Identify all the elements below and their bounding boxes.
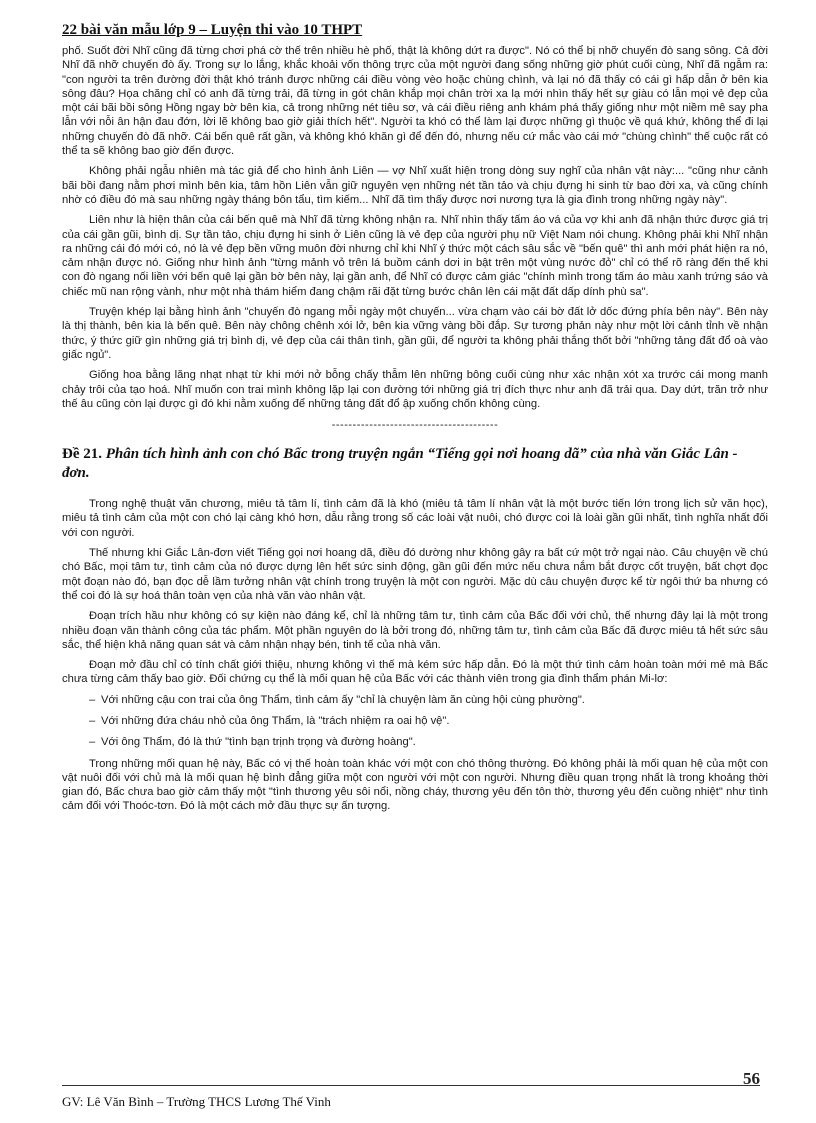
list-item-text: Với ông Thẩm, đó là thứ "tình bạn trịnh trọng và đường hoàng". [101,736,416,749]
dash-bullet-icon: – [89,736,96,749]
paragraph: Liên như là hiện thân của cái bến quê mà Nhĩ đã từng không nhận ra. Nhĩ nhìn thấy tấm áo vá của vợ khi anh đã nhận thức được giá trị của cái gần gũi, bình dị. Sự tần tảo, chịu đựng hi sinh ở Liên cũng là vẻ đẹp của người phụ nữ Việt Nam nói chung. Không phải khi Nhĩ nhận ra những cái đó mới có, nó là vẻ đẹp bền vững muôn đời nhưng chỉ khi Nhĩ ý thức một cách sâu sắc về "bến quê" thì anh mới phát hiện ra nó, cảm nhận được nó. Giống như hình ảnh "từng mảnh vỏ trên lá buồm cánh dơi in bật trên một vùng nước đỏ" chỉ có thể rõ ràng đến thế khi con đò ngang nối liền với bến quê lại gần bờ bên này, lại gần anh, để Nhĩ có được cảm giác "chính mình trong tấm áo màu xanh trứng sáo và chiếc mũ nan rộng vành, như một nhà thám hiểm đang chậm rãi đặt từng bước chân lên cái mặt đất dấp dính phù sa". [62,214,768,298]
question-text: Phân tích hình ảnh con chó Bấc trong truyện ngắn “Tiếng gọi nơi hoang dã” của nhà văn Giắc Lân - đơn. [62,446,738,482]
list-item [89,714,768,728]
list-item [89,693,768,707]
dash-bullet-icon: – [89,714,96,727]
list-item [89,735,768,749]
list-item-text: Với những cậu con trai của ông Thẩm, tình cảm ấy "chỉ là chuyện làm ăn cùng hội cùng phường". [101,693,585,706]
paragraph: Truyện khép lại bằng hình ảnh "chuyến đò ngang mỗi ngày một chuyến... vừa chạm vào cái bờ đất lở dốc đứng phía bên này". Bên này là thị thành, bên kia là bến quê. Bên này chông chênh xói lở, bên kia vững vàng bồi đắp. Sự tương phản này như một lời cảnh tỉnh về nhận thức, ý thức giữ gìn những giá trị bình dị, vẻ đẹp của cái thân tình, gần gũi, để người ta không phải thắng thốt bởi "những tảng đất đổ oà vào giấc ngủ". [62,306,768,361]
page-number: 56 [743,1069,760,1088]
document-body [62,44,768,820]
paragraph: Trong những mối quan hệ này, Bấc có vị thế hoàn toàn khác với một con chó thông thường. Đó không phải là mối quan hệ của một con vật nuôi đối với chủ mà là mối quan hệ bình đẳng giữa một con người với một con người. Nhưng điều quan trọng nhất là trong khoảng thời gian đó, Bấc chưa bao giờ cảm thấy một "tình thương yêu sôi nổi, nồng cháy, thương yêu đến tôn thờ, thương yêu đến cuồng nhiệt" như tình cảm đối với Thoóc-tơn. Đó là một cách mở đầu thực sự ấn tượng. [62,757,768,813]
paragraph: Giống hoa bằng lăng nhạt nhạt từ khi mới nở bỗng chấy thẫm lên những bông cuối cùng như xác nhận xót xa trước cái mong manh chảy trôi của tạo hoá. Nhĩ muốn con trai mình không lặp lại con đường tới những giá trị đích thực như anh đã trải qua. Day dứt, trăn trở như thế âu cũng còn lại được gì đó khi nằm xuống để những tảng đất đổ ập xuống chốn không cùng. [62,369,768,410]
paragraph: Đoạn mở đầu chỉ có tính chất giới thiệu, nhưng không vì thế mà kém sức hấp dẫn. Đó là một thứ tình cảm hoàn toàn mới mẻ mà Bấc chưa từng cảm thấy bao giờ. Đối chứng cụ thể là mối quan hệ của Bấc với các thành viên trong gia đình thẩm phán Mi-lơ: [62,659,768,686]
paragraph: Thế nhưng khi Giắc Lân-đơn viết Tiếng gọi nơi hoang dã, điều đó dường như không gây ra bất cứ một trở ngại nào. Câu chuyện về chú chó Bấc, mọi tâm tư, tình cảm của nó được dựng lên hết sức sinh động, gần gũi đến mức nếu chưa nắm bắt được cốt truyện, bất chợt đọc một đoạn nào đó, bạn đọc dễ lầm tưởng nhân vật chính trong truyện là một con người. Mặc dù câu chuyện được kể từ ngôi thứ ba nhưng có thể coi đó là sự hoá thân toàn vẹn của nhà văn vào nhân vật. [62,547,768,602]
question-heading [62,445,768,483]
paragraph: Đoạn trích hầu như không có sự kiện nào đáng kể, chỉ là những tâm tư, tình cảm của Bấc đối với chủ, thế nhưng đây lại là một trong nhiều đoạn văn thành công của tác phẩm. Một phần nguyên do là bởi trong đó, những tâm tư, tình cảm của Bấc đã được miêu tả hết sức sâu sắc, thể hiện khả năng quan sát và cảm nhận nhạy bén, tinh tế của nhà văn. [62,610,768,651]
page-footer: GV: Lê Văn Bình – Trường THCS Lương Thế Vinh [62,1094,331,1109]
list-item-text: Với những đứa cháu nhỏ của ông Thẩm, là "trách nhiệm ra oai hộ vệ". [101,714,450,727]
page-header: 22 bài văn mẫu lớp 9 – Luyện thi vào 10 THPT [62,22,363,38]
paragraph: Không phải ngẫu nhiên mà tác giả để cho hình ảnh Liên — vợ Nhĩ xuất hiện trong dòng suy nghĩ của nhân vật này:... "cũng như cảnh bãi bồi đang nằm phơi mình bên kia, tâm hồn Liên vẫn giữ nguyên vẹn những nét tần tảo và chịu đựng hi sinh từ bao đời xa, và cũng chính nhờ có điều đó mà sau những ngày tháng bôn tẩu, tìm kiếm... Nhĩ đã tìm thấy được nơi nương tựa là gia đình trong những ngày này". [62,165,768,206]
footer-divider [62,1085,760,1086]
dash-bullet-icon: – [89,693,96,706]
paragraph: phố. Suốt đời Nhĩ cũng đã từng chơi phá cờ thế trên nhiều hè phố, thật là không dứt ra được". Nó có thể bị nhỡ chuyến đò sang sông. Cả đời Nhĩ đã nhỡ chuyến đò ấy. Trong sự lo lắng, khắc khoải vốn thông trực của một người đang sống những giờ phút cuối cùng, Nhĩ đã ngẫm ra: "con người ta trên đường đời thật khó tránh được những cái điều vòng vèo hoặc chùng chình, và lại nó đã thấy có cái gì hấp dẫn ở bên kia sông đâu? Họa chăng chỉ có anh đã từng trải, đã từng in gót chân khắp mọi chân trời xa lạ mới nhìn thấy hết sự giàu có lẫn mọi vẻ đẹp của một cái bãi bồi sông Hồng ngay bờ bên kia, cả trong những nét tiêu sơ, và cái điều riêng anh khám phá thấy giống như một niềm mê say pha lẫn với nỗi ân hận đau đớn, lời lẽ không bao giờ giải thích hết". Người ta khó có thể làm lại được những gì thuộc về quá khứ, không thể đi lại những chuyến đò đã nhỡ. Cái bến quê rất gần, và không khó khăn gì để đến đó, nhưng nếu cứ mắc vào cái mớ "chùng chình" thế cuộc rất có thể ta sẽ không bao giờ đến được. [62,45,768,158]
paragraph: Trong nghệ thuật văn chương, miêu tả tâm lí, tình cảm đã là khó (miêu tả tâm lí nhân vật là một bước tiến lớn trong lịch sử văn học), miêu tả tình cảm của một con chó lại càng khó hơn, dẫu rằng trong số các loài vật nuôi, chó được coi là loài gần gũi nhất, tình nghĩa nhất đối với con người. [62,498,768,539]
question-number: Đề 21. [62,446,102,463]
section-separator: ---------------------------------------- [331,419,499,432]
